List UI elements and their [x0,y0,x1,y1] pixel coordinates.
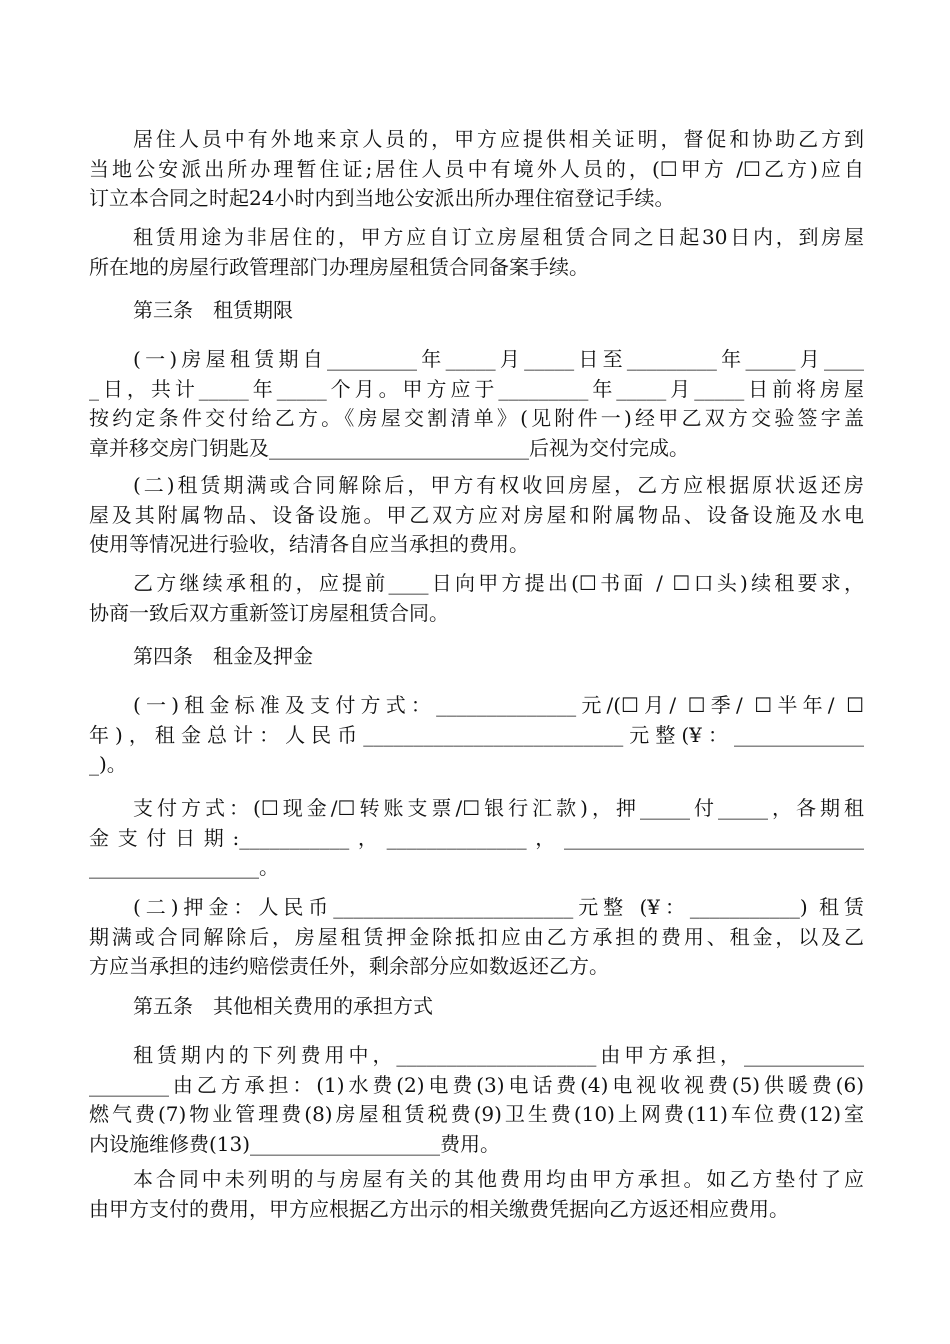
text-line: 内设施维修费(13)___________________费用。 [89,1131,501,1156]
text-line: 租赁用途为非居住的，甲方应自订立房屋租赁合同之日起30日内，到房屋 [133,225,864,249]
text-line: _)。 [89,752,127,776]
text-line: (一)房屋租赁期自_________年_____月_____日至_________年_____月____ [133,347,864,371]
text-line: 订立本合同之时起24小时内到当地公安派出所办理住宿登记手续。 [89,186,675,210]
text-line: _________________。 [89,855,279,879]
text-line: 所在地的房屋行政管理部门办理房屋租赁合同备案手续。 [89,254,589,279]
text-line: 乙方继续承租的，应提前____日向甲方提出(☐书面 / ☐口头)续租要求， [133,571,864,595]
article-3-heading: 第三条 租赁期限 [133,298,293,322]
text-line: (二)租赁期满或合同解除后，甲方有权收回房屋，乙方应根据原状返还房 [133,473,864,497]
article-4-heading: 第四条 租金及押金 [133,644,313,668]
text-line: 当地公安派出所办理暂住证;居住人员中有境外人员的，(☐甲方 /☐乙方)应自 [89,156,864,181]
text-line: (二)押金：人民币________________________元整 (¥：___________) 租赁 [133,895,864,919]
text-line: 居住人员中有外地来京人员的，甲方应提供相关证明，督促和协助乙方到 [133,127,864,151]
text-line: 年)，租金总计：人民币__________________________元整(¥：_____________ [89,722,864,747]
text-line: 金支付日期:___________，______________，______________________________ [89,825,864,850]
text-line: 本合同中未列明的与房屋有关的其他费用均由甲方承担。如乙方垫付了应 [133,1167,864,1191]
text-line: 燃气费(7)物业管理费(8)房屋租赁税费(9)卫生费(10)上网费(11)车位费(12)室 [89,1102,864,1126]
text-line: _日，共计_____年_____个月。甲方应于_________年_____月_____日前将房屋 [89,376,864,401]
paragraph-non-residential-filing [89,223,864,282]
paragraph-residence-registration [89,125,864,214]
paragraph-other-fees [89,1165,864,1224]
text-line: 由甲方支付的费用，甲方应根据乙方出示的相关缴费凭据向乙方返还相应费用。 [89,1196,789,1221]
paragraph-payment-method [89,794,864,883]
text-line: 按约定条件交付给乙方。《房屋交割清单》(见附件一)经甲乙双方交验签字盖 [89,406,864,430]
paragraph-deposit [89,893,864,982]
text-line: (一)租金标准及支付方式：______________元/(☐月/ ☐季/ ☐半年/ ☐ [133,693,864,717]
text-line: 方应当承担的违约赔偿责任外，剩余部分应如数返还乙方。 [89,954,609,978]
text-line: 协商一致后双方重新签订房屋租赁合同。 [89,600,449,625]
text-line: 租赁期内的下列费用中，____________________由甲方承担，____________ [133,1043,864,1067]
text-line: 屋及其附属物品、设备设施。甲乙双方应对房屋和附属物品、设备设施及水电 [89,502,864,527]
paragraph-fees [89,1041,864,1159]
text-line: 期满或合同解除后，房屋租赁押金除抵扣应由乙方承担的费用、租金，以及乙 [89,924,864,949]
text-line: 章并移交房门钥匙及__________________________后视为交付完成。 [89,435,689,460]
text-line: 使用等情况进行验收，结清各自应当承担的费用。 [89,532,529,556]
paragraph-lease-term [89,345,864,463]
paragraph-rent-standard [89,691,864,780]
text-line: 支付方式：(☐现金/☐转账支票/☐银行汇款)，押_____付_____，各期租 [133,796,864,820]
text-line: ________由乙方承担：(1)水费(2)电费(3)电话费(4)电视收视费(5)供暖费(6) [89,1072,864,1097]
paragraph-renewal [89,569,864,628]
paragraph-lease-end [89,471,864,560]
article-5-heading: 第五条 其他相关费用的承担方式 [133,994,433,1018]
